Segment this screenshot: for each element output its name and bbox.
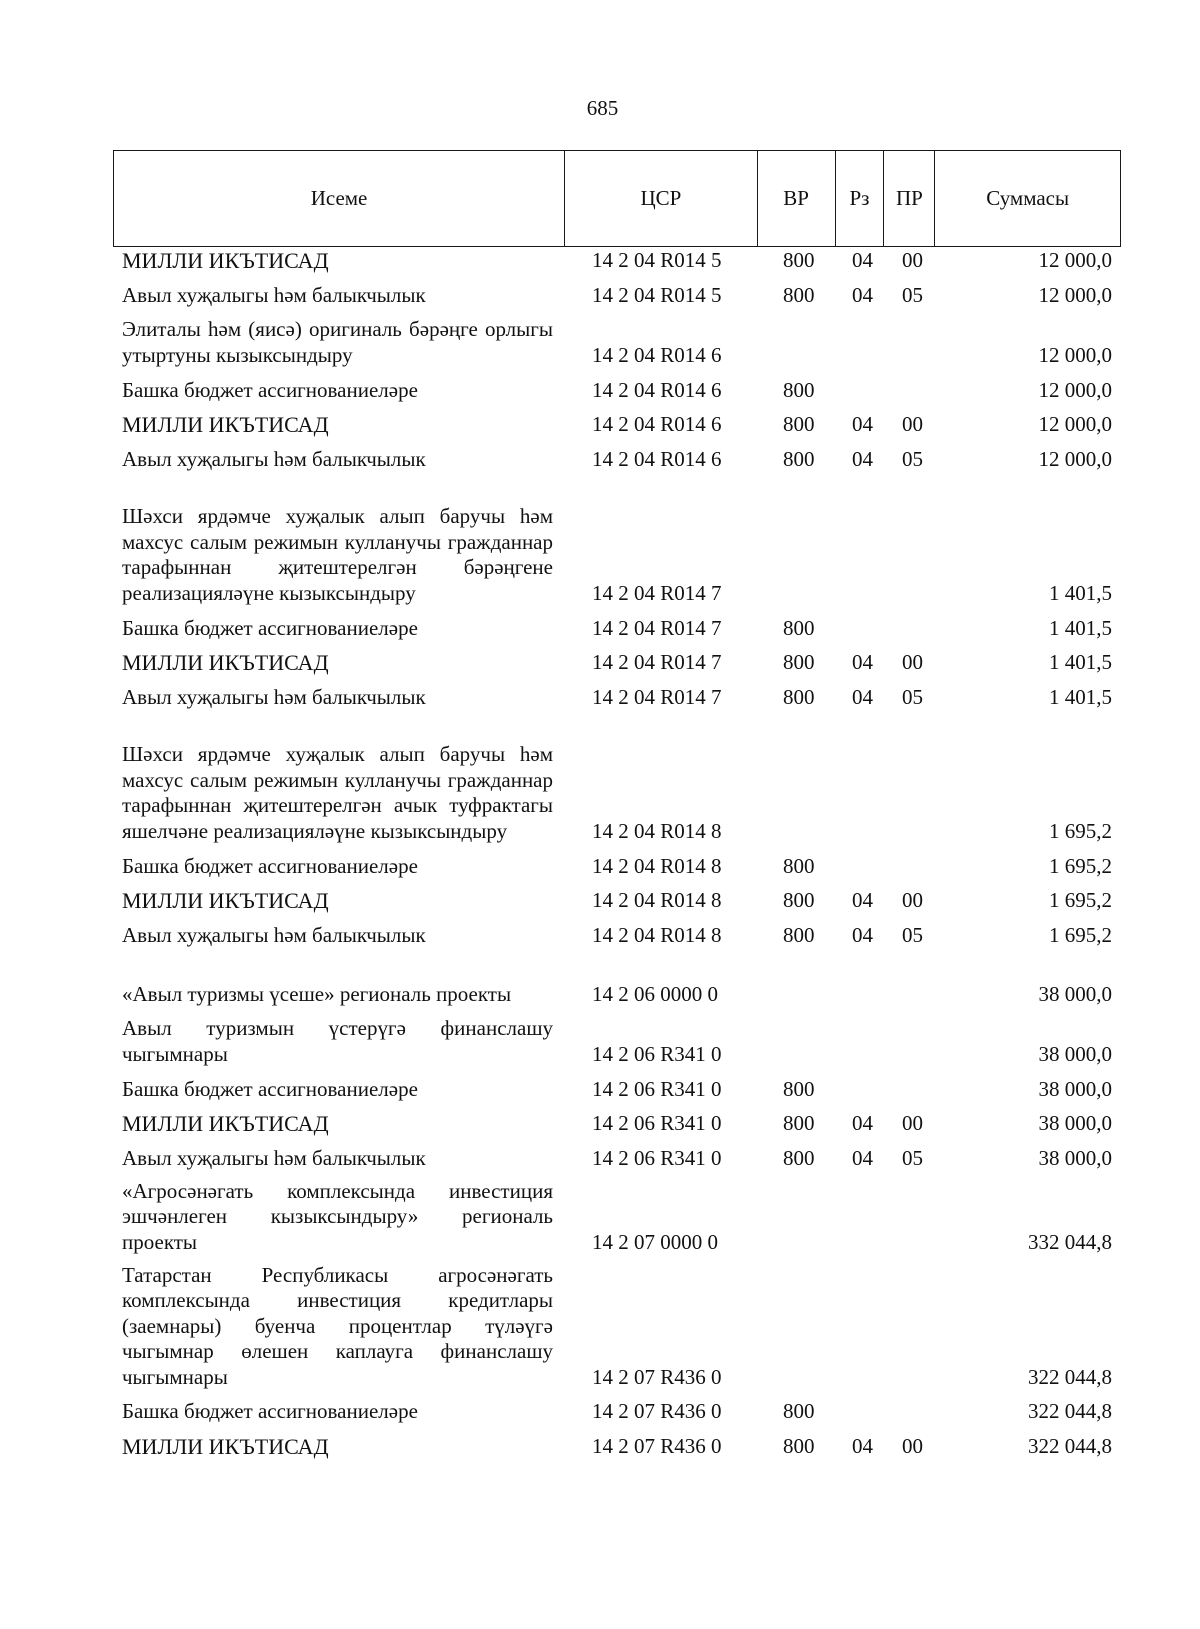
row-sum: 12 000,0 [1038,283,1112,307]
row-sum: 1 695,2 [1049,819,1112,843]
row-name: Авыл хуҗалыгы һәм балыкчылык [122,684,426,709]
table-row [0,407,1200,441]
table-row [0,1011,1200,1071]
row-sum: 322 044,8 [1028,1399,1112,1423]
row-sum: 12 000,0 [1038,412,1112,436]
row-rz: 04 [852,1146,873,1170]
row-csr: 14 2 04 R014 6 [592,412,722,436]
row-sum: 1 695,2 [1049,888,1112,912]
row-vr: 800 [783,447,815,471]
row-csr: 14 2 06 R341 0 [592,1111,722,1135]
row-name: Башка бюджет ассигнованиеләре [122,377,418,402]
row-vr: 800 [783,1111,815,1135]
row-csr: 14 2 04 R014 7 [592,685,722,709]
row-rz: 04 [852,283,873,307]
row-sum: 38 000,0 [1038,1111,1112,1135]
row-sum: 38 000,0 [1038,982,1112,1006]
row-csr: 14 2 04 R014 7 [592,650,722,674]
row-pr: 05 [902,447,923,471]
row-csr: 14 2 07 R436 0 [592,1365,722,1389]
table-header [113,150,1121,247]
row-pr: 05 [902,923,923,947]
row-name: МИЛЛИ ИКЪТИСАД [122,649,329,675]
row-pr: 00 [902,888,923,912]
table-row [0,312,1200,372]
row-name: Шәхси ярдәмче хуҗалык алып баручы һәм махсус салым режимын кулланучы гражданнар тарафыннан җитештерелгән ачык туфрактагы яшелчәне реализацияләүне кызыксындыру [122,742,553,843]
row-sum: 12 000,0 [1038,378,1112,402]
table-row [0,1259,1200,1394]
row-rz: 04 [852,685,873,709]
row-pr: 00 [902,1434,923,1458]
row-pr: 05 [902,685,923,709]
row-name: Авыл хуҗалыгы һәм балыкчылык [122,1145,426,1170]
row-pr: 05 [902,1146,923,1170]
column-header-vr: ВР [758,151,836,246]
row-sum: 322 044,8 [1028,1434,1112,1458]
table-row [0,1106,1200,1140]
row-sum: 332 044,8 [1028,1230,1112,1254]
row-sum: 38 000,0 [1038,1077,1112,1101]
row-name: «Агросәнәгать комплексында инвестиция эшчәнлеген кызыксындыру» региональ проекты [122,1178,553,1254]
row-name: Авыл хуҗалыгы һәм балыкчылык [122,446,426,471]
row-sum: 1 401,5 [1049,616,1112,640]
row-vr: 800 [783,412,815,436]
row-vr: 800 [783,685,815,709]
column-header-csr: ЦСР [565,151,758,246]
row-sum: 12 000,0 [1038,248,1112,272]
row-rz: 04 [852,412,873,436]
table-row [0,476,1200,610]
row-vr: 800 [783,650,815,674]
column-header-rz: Рз [836,151,885,246]
row-rz: 04 [852,650,873,674]
row-vr: 800 [783,1077,815,1101]
row-name: Татарстан Республикасы агросәнәгать комплексында инвестиция кредитлары (заемнары) буенча процентлар түләүгә чыгымнар өлешен каплауга финанслашу чыгымнары [122,1262,553,1389]
table-row [0,848,1200,883]
row-csr: 14 2 06 R341 0 [592,1146,722,1170]
row-csr: 14 2 07 R436 0 [592,1434,722,1458]
row-csr: 14 2 04 R014 8 [592,819,722,843]
row-csr: 14 2 07 R436 0 [592,1399,722,1423]
row-csr: 14 2 04 R014 7 [592,581,722,605]
row-rz: 04 [852,1434,873,1458]
row-sum: 1 401,5 [1049,581,1112,605]
row-name: Элиталы һәм (яисә) оригиналь бәрәңге орлыгы утыртуны кызыксындыру [122,317,553,367]
row-sum: 322 044,8 [1028,1365,1112,1389]
column-header-pr: ПР [884,151,935,246]
row-vr: 800 [783,1399,815,1423]
table-row [0,610,1200,645]
row-pr: 00 [902,650,923,674]
row-csr: 14 2 04 R014 8 [592,888,722,912]
table-row [0,441,1200,476]
row-name: МИЛЛИ ИКЪТИСАД [122,1110,329,1136]
row-rz: 04 [852,1111,873,1135]
row-sum: 1 401,5 [1049,685,1112,709]
row-csr: 14 2 04 R014 7 [592,616,722,640]
row-name: Башка бюджет ассигнованиеләре [122,853,418,878]
row-name: Башка бюджет ассигнованиеләре [122,615,418,640]
row-csr: 14 2 04 R014 5 [592,248,722,272]
row-name: МИЛЛИ ИКЪТИСАД [122,887,329,913]
row-vr: 800 [783,1434,815,1458]
row-csr: 14 2 04 R014 8 [592,854,722,878]
table-row [0,645,1200,679]
table-row [0,372,1200,407]
column-header-name: Исеме [114,151,565,246]
row-name: Авыл хуҗалыгы һәм балыкчылык [122,922,426,947]
table-row [0,1175,1200,1259]
table-row [0,883,1200,917]
row-vr: 800 [783,923,815,947]
row-sum: 12 000,0 [1038,447,1112,471]
table-body [0,247,1200,1463]
row-csr: 14 2 04 R014 6 [592,447,722,471]
row-name: «Авыл туризмы үсеше» региональ проекты [122,981,512,1006]
table-row [0,1428,1200,1463]
row-pr: 00 [902,412,923,436]
row-name: Башка бюджет ассигнованиеләре [122,1398,418,1423]
row-name: Башка бюджет ассигнованиеләре [122,1076,418,1101]
row-vr: 800 [783,854,815,878]
row-rz: 04 [852,923,873,947]
row-name: Авыл туризмын үстерүгә финанслашу чыгымнары [122,1016,553,1066]
row-csr: 14 2 06 R341 0 [592,1042,722,1066]
row-name: МИЛЛИ ИКЪТИСАД [122,247,329,273]
row-csr: 14 2 04 R014 5 [592,283,722,307]
page-number: 685 [586,96,619,120]
table-row [0,1071,1200,1106]
row-csr: 14 2 06 0000 0 [592,982,718,1006]
row-vr: 800 [783,616,815,640]
row-vr: 800 [783,1146,815,1170]
row-sum: 1 401,5 [1049,650,1112,674]
table-row [0,679,1200,714]
row-rz: 04 [852,447,873,471]
row-pr: 00 [902,1111,923,1135]
row-vr: 800 [783,378,815,402]
table-row [0,952,1200,1011]
row-sum: 38 000,0 [1038,1146,1112,1170]
row-csr: 14 2 04 R014 6 [592,378,722,402]
row-vr: 800 [783,248,815,272]
table-row [0,1140,1200,1175]
row-vr: 800 [783,888,815,912]
table-row [0,1394,1200,1428]
row-csr: 14 2 06 R341 0 [592,1077,722,1101]
row-name: Шәхси ярдәмче хуҗалык алып баручы һәм махсус салым режимын кулланучы гражданнар тарафыннан җитештерелгән бәрәңгене реализацияләүне кызыксындыру [122,504,553,605]
row-name: МИЛЛИ ИКЪТИСАД [122,411,329,437]
row-name: Авыл хуҗалыгы һәм балыкчылык [122,282,426,307]
row-sum: 12 000,0 [1038,343,1112,367]
column-header-sum: Суммасы [986,186,1070,210]
row-vr: 800 [783,283,815,307]
row-csr: 14 2 07 0000 0 [592,1230,718,1254]
table-row [0,247,1200,277]
row-csr: 14 2 04 R014 6 [592,343,722,367]
row-sum: 38 000,0 [1038,1042,1112,1066]
row-name: МИЛЛИ ИКЪТИСАД [122,1433,329,1459]
row-pr: 05 [902,283,923,307]
row-sum: 1 695,2 [1049,854,1112,878]
table-row [0,917,1200,952]
table-row [0,277,1200,312]
row-csr: 14 2 04 R014 8 [592,923,722,947]
table-row [0,714,1200,848]
row-rz: 04 [852,248,873,272]
row-rz: 04 [852,888,873,912]
row-pr: 00 [902,248,923,272]
row-sum: 1 695,2 [1049,923,1112,947]
